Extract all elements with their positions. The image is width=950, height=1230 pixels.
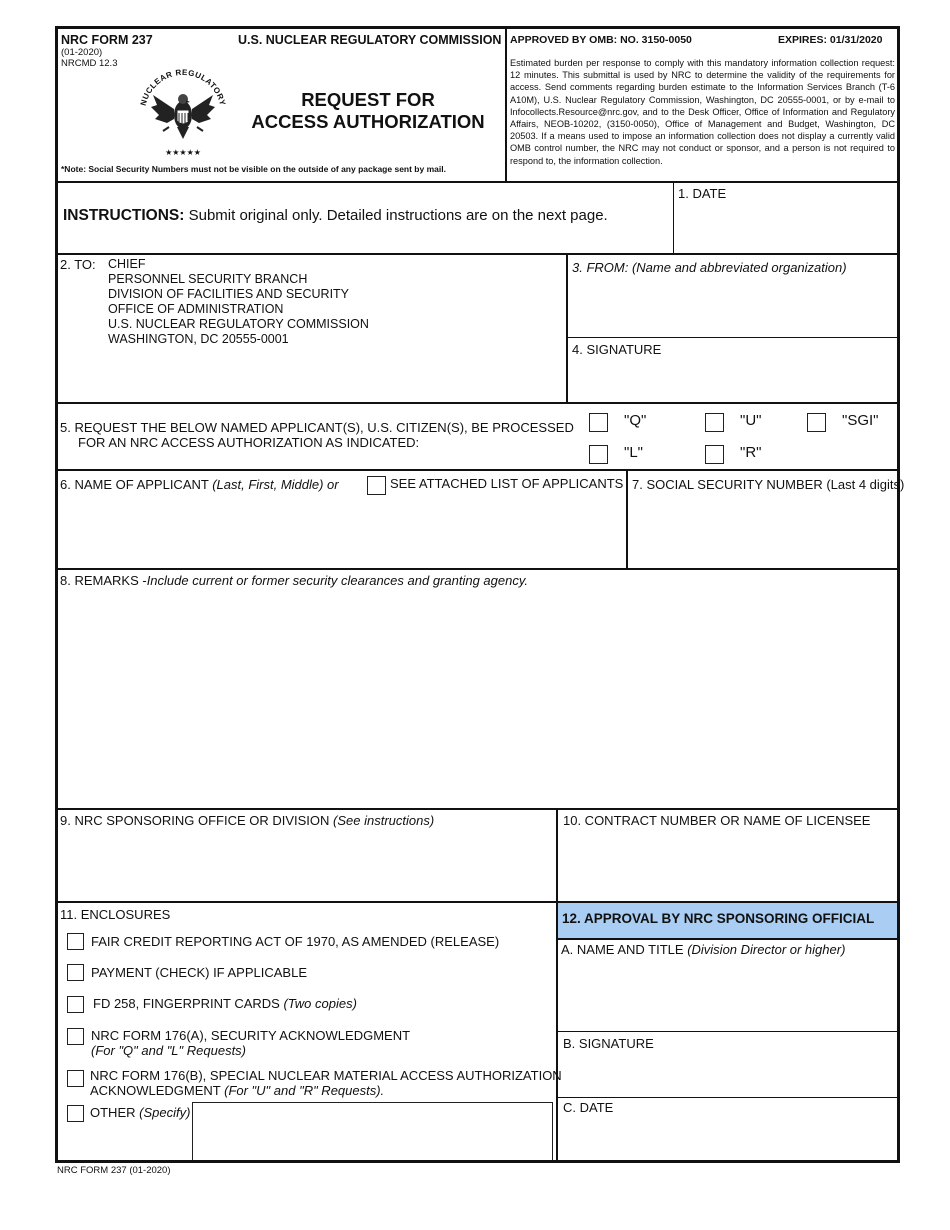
approval-date-label: C. DATE bbox=[563, 1100, 614, 1115]
seal-stars: ★★★★★ bbox=[165, 148, 201, 157]
attached-list-label: SEE ATTACHED LIST OF APPLICANTS bbox=[390, 476, 624, 491]
form-176a-checkbox[interactable] bbox=[67, 1028, 84, 1045]
ssn-note: *Note: Social Security Numbers must not be visible on the outside of any package sent by mail. bbox=[61, 164, 446, 174]
form-176b-line2-italic: (For "U" and "R" Requests). bbox=[224, 1083, 385, 1098]
other-label-main: OTHER bbox=[90, 1105, 140, 1120]
fingerprint-cards-label-italic: (Two copies) bbox=[283, 996, 357, 1011]
approval-date-field[interactable] bbox=[561, 1119, 893, 1159]
approval-header: 12. APPROVAL BY NRC SPONSORING OFFICIAL bbox=[558, 903, 897, 938]
to-address-line: OFFICE OF ADMINISTRATION bbox=[108, 302, 284, 316]
footer-form-id: NRC FORM 237 (01-2020) bbox=[57, 1165, 171, 1176]
date-field[interactable] bbox=[677, 204, 895, 252]
instructions-label: INSTRUCTIONS: bbox=[63, 207, 185, 224]
burden-statement: Estimated burden per response to comply with this mandatory information collection request: 12 minutes. This submittal is used by NRC to determine the validity of the requirements for access. Send comments regarding burden estimate to the Information Services Branch (T-6 A10M), U.S. Nuclear Regulatory Commission, Washington, DC 20555-0001, or by e-mail to Infocollects.Resource@nrc.gov, and to the Desk Officer, Office of Information and Regulatory Affairs, NEOB-10202, (3150-0050), Office of Management and Budget, Washington, DC 20503. If a means used to impose an information collection does not display a currently valid OMB control number, the NRC may not conduct or sponsor, and a person is not required to respond to, the information collection. bbox=[510, 58, 895, 166]
form-176b-checkbox[interactable] bbox=[67, 1070, 84, 1087]
enclosures-label: 11. ENCLOSURES bbox=[60, 907, 171, 922]
to-address-line: WASHINGTON, DC 20555-0001 bbox=[108, 332, 289, 346]
form-176b-line2 bbox=[90, 1083, 562, 1098]
applicant-name-label bbox=[60, 477, 339, 492]
to-address-line: U.S. NUCLEAR REGULATORY COMMISSION bbox=[108, 317, 369, 331]
remarks-field[interactable] bbox=[62, 594, 892, 804]
fingerprint-cards-label bbox=[93, 996, 357, 1011]
to-address-line: PERSONNEL SECURITY BRANCH bbox=[108, 272, 308, 286]
signature-field[interactable] bbox=[570, 359, 895, 399]
form-176b-line1: NRC FORM 176(B), SPECIAL NUCLEAR MATERIAL ACCESS AUTHORIZATION bbox=[90, 1068, 562, 1083]
u-label: "U" bbox=[740, 412, 762, 429]
fcra-label: FAIR CREDIT REPORTING ACT OF 1970, AS AMENDED (RELEASE) bbox=[91, 934, 500, 949]
nrcmd-number: NRCMD 12.3 bbox=[61, 58, 118, 69]
payment-label: PAYMENT (CHECK) IF APPLICABLE bbox=[91, 965, 307, 980]
other-checkbox[interactable] bbox=[67, 1105, 84, 1122]
name-and-title-label-italic: (Division Director or higher) bbox=[687, 942, 846, 957]
payment-checkbox[interactable] bbox=[67, 964, 84, 981]
remarks-label-main: 8. REMARKS - bbox=[60, 573, 147, 588]
form-title bbox=[248, 89, 488, 133]
remarks-label-italic: Include current or former security clearances and granting agency. bbox=[146, 573, 528, 588]
fcra-checkbox[interactable] bbox=[67, 933, 84, 950]
to-label: 2. TO: bbox=[60, 257, 96, 272]
nrc-form-237 bbox=[55, 26, 905, 1163]
contract-number-label: 10. CONTRACT NUMBER OR NAME OF LICENSEE bbox=[563, 813, 871, 828]
from-label: 3. FROM: (Name and abbreviated organization) bbox=[572, 260, 847, 275]
r-label: "R" bbox=[740, 444, 762, 461]
sponsoring-office-label-italic: (See instructions) bbox=[333, 813, 435, 828]
form-176a-line2: (For "Q" and "L" Requests) bbox=[91, 1043, 247, 1058]
l-checkbox[interactable] bbox=[589, 445, 608, 464]
sgi-label: "SGI" bbox=[842, 412, 879, 429]
nrc-seal-logo bbox=[133, 65, 233, 157]
other-label-italic: (Specify) bbox=[139, 1105, 191, 1120]
to-address bbox=[108, 257, 369, 347]
date-label: 1. DATE bbox=[678, 186, 727, 201]
contract-number-field[interactable] bbox=[563, 834, 893, 899]
form-176b-label bbox=[90, 1068, 562, 1098]
to-address-line: DIVISION OF FACILITIES AND SECURITY bbox=[108, 287, 350, 301]
expiration-date: EXPIRES: 01/31/2020 bbox=[778, 34, 883, 46]
form-number: NRC FORM 237 bbox=[61, 33, 153, 47]
signature-label: 4. SIGNATURE bbox=[572, 342, 662, 357]
attached-list-checkbox[interactable] bbox=[367, 476, 386, 495]
fingerprint-cards-checkbox[interactable] bbox=[67, 996, 84, 1013]
name-and-title-label bbox=[561, 942, 845, 957]
request-line2: FOR AN NRC ACCESS AUTHORIZATION AS INDICATED: bbox=[78, 435, 420, 450]
form-176b-line2-main: ACKNOWLEDGMENT bbox=[90, 1083, 225, 1098]
q-label: "Q" bbox=[624, 412, 647, 429]
approval-signature-label: B. SIGNATURE bbox=[563, 1036, 654, 1051]
instructions-text: Submit original only. Detailed instructions are on the next page. bbox=[188, 207, 608, 224]
form-revision: (01-2020) bbox=[61, 47, 103, 58]
fingerprint-cards-label-main: FD 258, FINGERPRINT CARDS bbox=[93, 996, 284, 1011]
instructions bbox=[63, 207, 608, 225]
ssn-label: 7. SOCIAL SECURITY NUMBER (Last 4 digits) bbox=[632, 477, 905, 492]
form-title-line1: REQUEST FOR bbox=[301, 89, 435, 110]
applicant-name-label-main: 6. NAME OF APPLICANT bbox=[60, 477, 213, 492]
from-field[interactable] bbox=[570, 279, 895, 334]
sgi-checkbox[interactable] bbox=[807, 413, 826, 432]
other-specify-field[interactable] bbox=[192, 1102, 553, 1160]
request-statement bbox=[60, 420, 574, 450]
agency-name: U.S. NUCLEAR REGULATORY COMMISSION bbox=[238, 33, 502, 47]
l-label: "L" bbox=[624, 444, 643, 461]
q-checkbox[interactable] bbox=[589, 413, 608, 432]
name-and-title-field[interactable] bbox=[561, 962, 893, 1027]
form-176a-label bbox=[91, 1028, 410, 1058]
sponsoring-office-label bbox=[60, 813, 434, 828]
sponsoring-office-label-main: 9. NRC SPONSORING OFFICE OR DIVISION bbox=[60, 813, 334, 828]
seal-text: NUCLEAR REGULATORY bbox=[138, 67, 228, 107]
name-and-title-label-main: A. NAME AND TITLE bbox=[561, 942, 688, 957]
r-checkbox[interactable] bbox=[705, 445, 724, 464]
ssn-field[interactable] bbox=[632, 499, 894, 565]
applicant-name-field[interactable] bbox=[62, 499, 622, 565]
to-address-line: CHIEF bbox=[108, 257, 146, 271]
request-line1: 5. REQUEST THE BELOW NAMED APPLICANT(S), U.S. CITIZEN(S), BE PROCESSED bbox=[60, 420, 574, 435]
form-176a-line1: NRC FORM 176(A), SECURITY ACKNOWLEDGMENT bbox=[91, 1028, 411, 1043]
applicant-name-label-italic: (Last, First, Middle) or bbox=[212, 477, 339, 492]
sponsoring-office-field[interactable] bbox=[62, 834, 552, 899]
other-label bbox=[90, 1105, 190, 1120]
approval-signature-field[interactable] bbox=[561, 1054, 893, 1094]
omb-approval: APPROVED BY OMB: NO. 3150-0050 bbox=[510, 34, 692, 46]
remarks-label bbox=[60, 573, 528, 588]
u-checkbox[interactable] bbox=[705, 413, 724, 432]
form-title-line2: ACCESS AUTHORIZATION bbox=[251, 111, 485, 132]
